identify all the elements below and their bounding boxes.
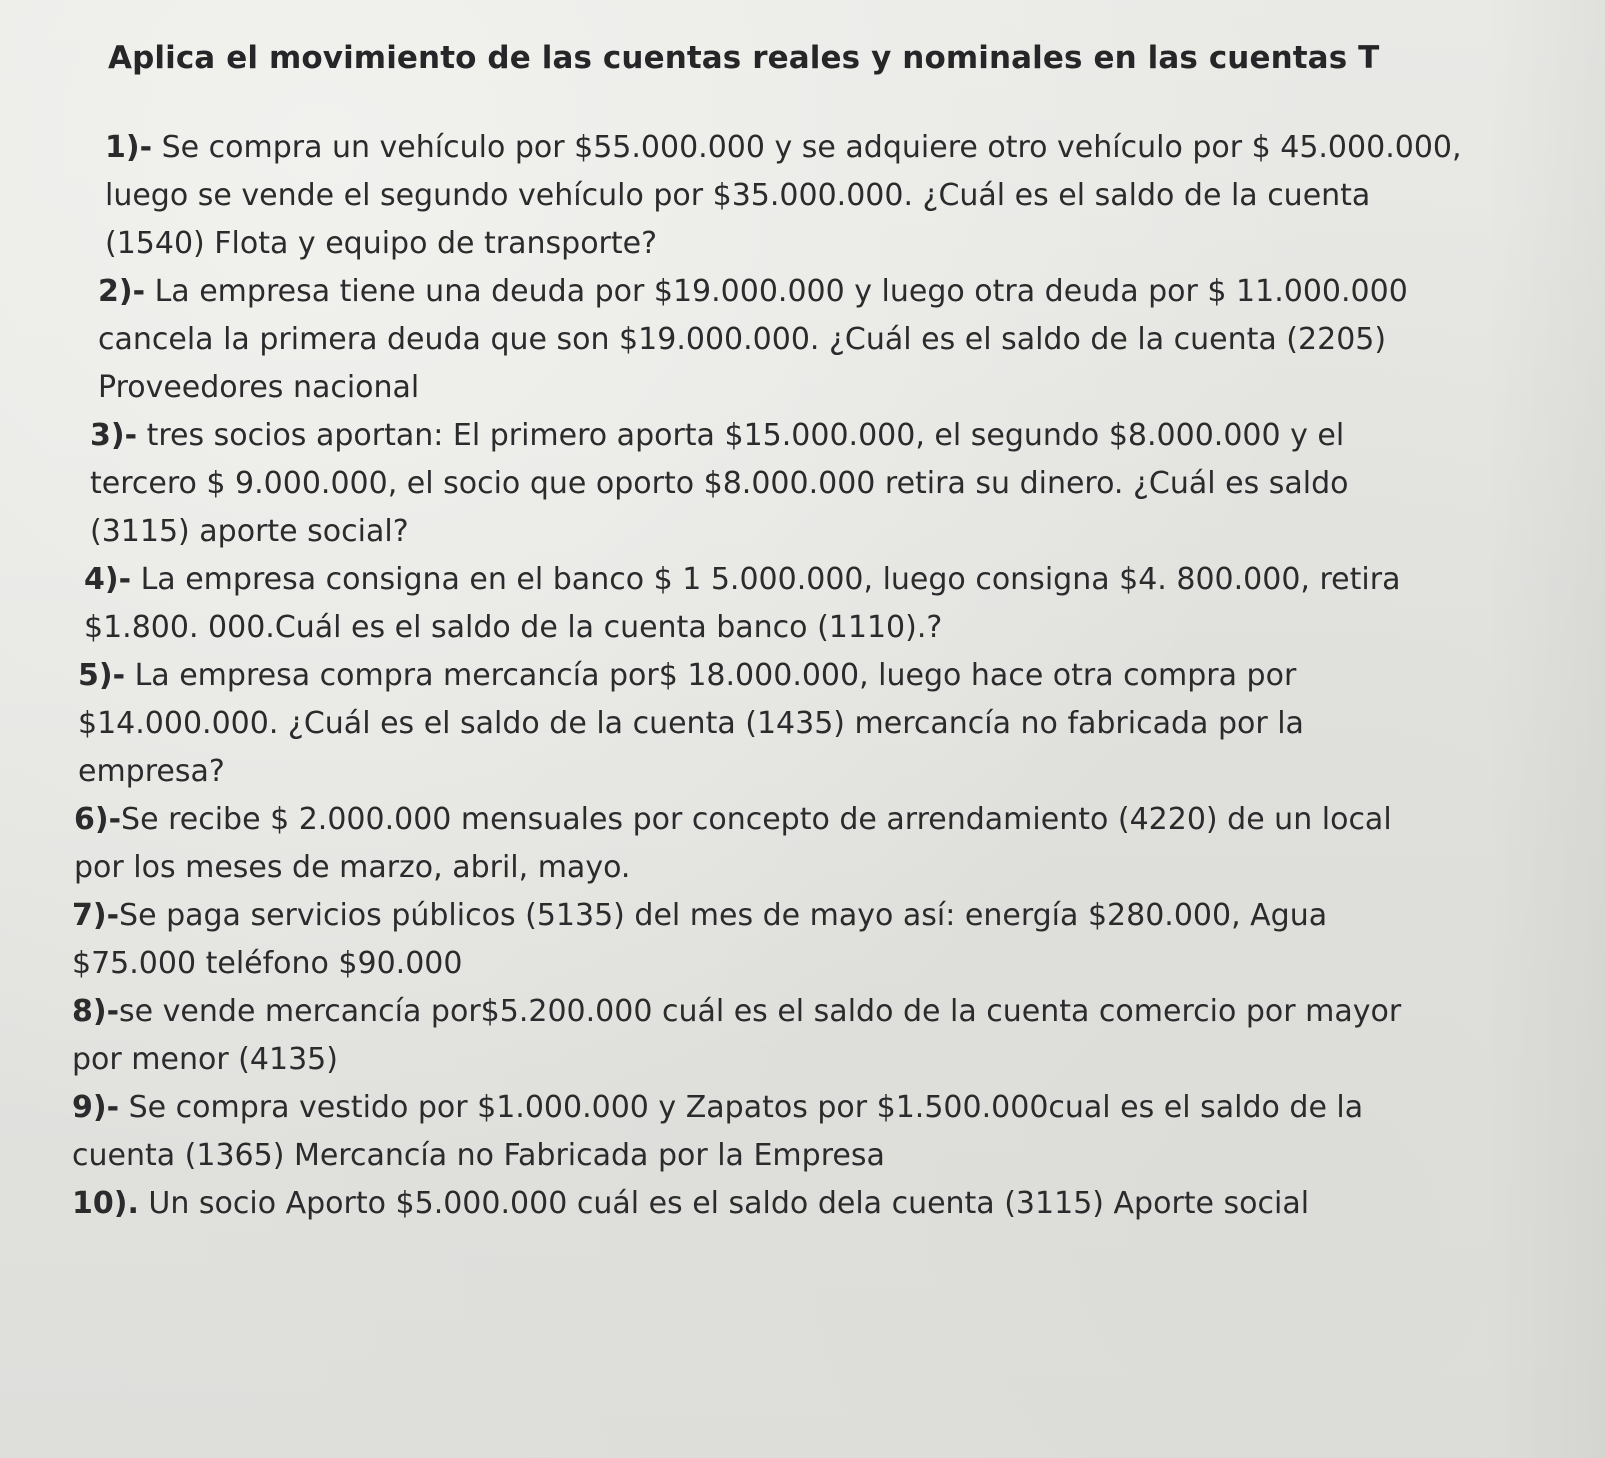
exercise-line <box>74 796 1572 844</box>
exercise-line <box>98 268 1572 316</box>
exercise-line: tercero $ 9.000.000, el socio que oporto $8.000.000 retira su dinero. ¿Cuál es saldo <box>90 466 1349 501</box>
exercise-line: por los meses de marzo, abril, mayo. <box>74 850 631 885</box>
exercise-line <box>84 556 1572 604</box>
exercise-line <box>90 412 1572 460</box>
exercise-line: empresa? <box>78 754 225 789</box>
exercise-text: La empresa consigna en el banco $ 1 5.000.000, luego consigna $4. 800.000, retira <box>131 562 1401 597</box>
exercise-item-10 <box>72 1180 1572 1228</box>
exercise-line <box>78 652 1572 700</box>
exercise-text: tres socios aportan: El primero aporta $15.000.000, el segundo $8.000.000 y el <box>137 418 1345 453</box>
exercise-number: 9)- <box>72 1090 120 1125</box>
exercise-text: Se recibe $ 2.000.000 mensuales por concepto de arrendamiento (4220) de un local <box>121 802 1392 837</box>
exercise-item-7 <box>72 892 1572 988</box>
exercise-line: Proveedores nacional <box>98 370 420 405</box>
exercise-number: 6)- <box>74 802 122 837</box>
exercise-item-9 <box>72 1084 1572 1180</box>
page-title: Aplica el movimiento de las cuentas reales y nominales en las cuentas T <box>108 40 1380 76</box>
exercise-number: 4)- <box>84 562 132 597</box>
exercise-line: cuenta (1365) Mercancía no Fabricada por la Empresa <box>72 1138 885 1173</box>
exercise-text: Un socio Aporto $5.000.000 cuál es el saldo dela cuenta (3115) Aporte social <box>138 1186 1310 1221</box>
exercise-line <box>72 892 1572 940</box>
exercise-text: La empresa tiene una deuda por $19.000.000 y luego otra deuda por $ 11.000.000 <box>145 274 1408 309</box>
exercise-text: Se paga servicios públicos (5135) del mes de mayo así: energía $280.000, Agua <box>119 898 1328 933</box>
exercise-item-5 <box>78 652 1572 796</box>
exercise-item-6 <box>74 796 1572 892</box>
exercise-line: $75.000 teléfono $90.000 <box>72 946 463 981</box>
exercise-number: 10). <box>72 1186 139 1221</box>
exercise-list <box>72 124 1572 1228</box>
exercise-line <box>72 1084 1572 1132</box>
exercise-number: 7)- <box>72 898 120 933</box>
exercise-text: Se compra un vehículo por $55.000.000 y se adquiere otro vehículo por $ 45.000.000, <box>152 130 1462 165</box>
exercise-number: 8)- <box>72 994 120 1029</box>
exercise-line: (3115) aporte social? <box>90 514 409 549</box>
exercise-line: $1.800. 000.Cuál es el saldo de la cuenta banco (1110).? <box>84 610 943 645</box>
exercise-line: cancela la primera deuda que son $19.000.000. ¿Cuál es el saldo de la cuenta (2205) <box>98 322 1387 357</box>
exercise-text: se vende mercancía por$5.200.000 cuál es el saldo de la cuenta comercio por mayor <box>119 994 1402 1029</box>
exercise-text: Se compra vestido por $1.000.000 y Zapatos por $1.500.000cual es el saldo de la <box>119 1090 1364 1125</box>
exercise-item-3 <box>90 412 1572 556</box>
exercise-number: 3)- <box>90 418 138 453</box>
exercise-line: (1540) Flota y equipo de transporte? <box>105 226 658 261</box>
exercise-line: luego se vende el segundo vehículo por $35.000.000. ¿Cuál es el saldo de la cuenta <box>105 178 1371 213</box>
exercise-number: 5)- <box>78 658 126 693</box>
exercise-item-1 <box>105 124 1572 268</box>
exercise-line <box>105 124 1572 172</box>
exercise-item-8 <box>72 988 1572 1084</box>
exercise-line <box>72 1180 1572 1228</box>
exercise-line: por menor (4135) <box>72 1042 338 1077</box>
exercise-line <box>72 988 1572 1036</box>
exercise-number: 2)- <box>98 274 146 309</box>
exercise-text: La empresa compra mercancía por$ 18.000.000, luego hace otra compra por <box>125 658 1297 693</box>
exercise-item-2 <box>98 268 1572 412</box>
exercise-item-4 <box>84 556 1572 652</box>
exercise-number: 1)- <box>105 130 153 165</box>
exercise-line: $14.000.000. ¿Cuál es el saldo de la cuenta (1435) mercancía no fabricada por la <box>78 706 1304 741</box>
